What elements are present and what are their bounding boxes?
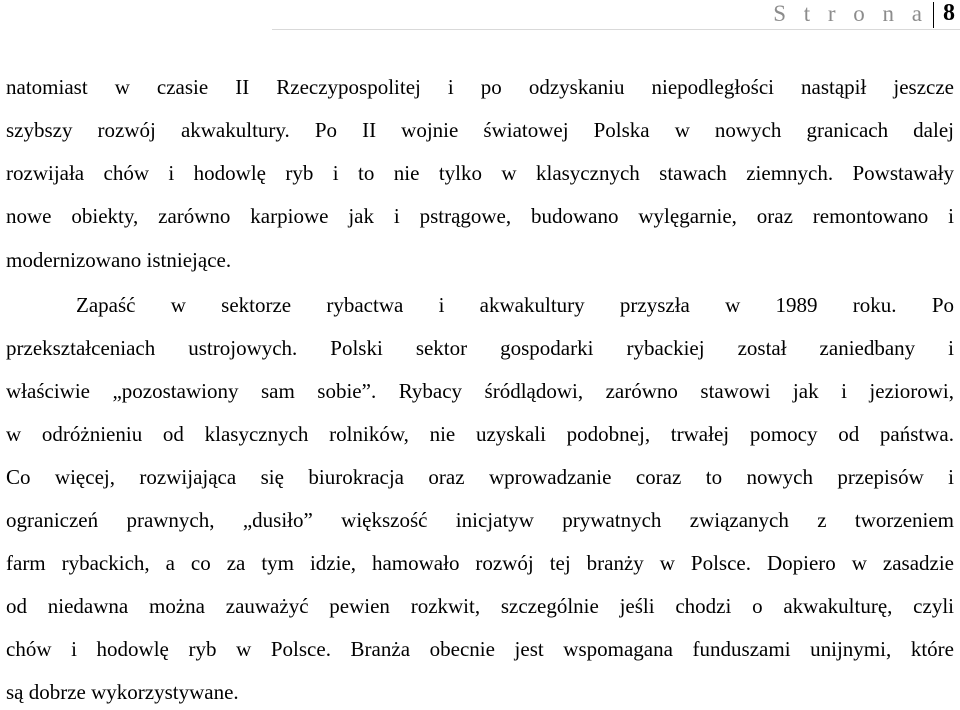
text-line: od niedawna można zauważyć pewien rozkwit, szczególnie jeśli chodzi o akwakulturę, czyli <box>6 594 954 618</box>
text-line: chów i hodowlę ryb w Polsce. Branża obecnie jest wspomagana funduszami unijnymi, które <box>6 637 954 661</box>
text-line: nowe obiekty, zarówno karpiowe jak i pstrągowe, budowano wylęgarnie, oraz remontowano i <box>6 204 954 228</box>
text-line: Co więcej, rozwijająca się biurokracja oraz wprowadzanie coraz to nowych przepisów i <box>6 465 954 489</box>
page-number: 8 <box>943 0 955 26</box>
text-line: natomiast w czasie II Rzeczypospolitej i po odzyskaniu niepodległości nastąpił jeszcze <box>6 75 954 99</box>
text-line: rozwijała chów i hodowlę ryb i to nie tylko w klasycznych stawach ziemnych. Powstawały <box>6 161 954 185</box>
text-line: są dobrze wykorzystywane. <box>6 680 239 704</box>
text-line: przekształceniach ustrojowych. Polski sektor gospodarki rybackiej został zaniedbany i <box>6 336 954 360</box>
text-line: farm rybackich, a co za tym idzie, hamowało rozwój tej branży w Polsce. Dopiero w zasadzie <box>6 551 954 575</box>
text-line: modernizowano istniejące. <box>6 248 232 272</box>
text-line: ograniczeń prawnych, „dusiło” większość inicjatyw prywatnych związanych z tworzeniem <box>6 508 954 532</box>
page-label: S t r o n a <box>773 1 928 26</box>
page-header <box>0 0 960 30</box>
text-line: Zapaść w sektorze rybactwa i akwakultury przyszła w 1989 roku. Po <box>76 293 954 317</box>
text-line: szybszy rozwój akwakultury. Po II wojnie światowej Polska w nowych granicach dalej <box>6 118 954 142</box>
text-line: w odróżnieniu od klasycznych rolników, nie uzyskali podobnej, trwałej pomocy od państwa. <box>6 422 954 446</box>
header-separator <box>933 2 934 28</box>
text-line: właściwie „pozostawiony sam sobie”. Rybacy śródlądowi, zarówno stawowi jak i jeziorowi, <box>6 379 954 403</box>
header-rule <box>272 29 960 30</box>
